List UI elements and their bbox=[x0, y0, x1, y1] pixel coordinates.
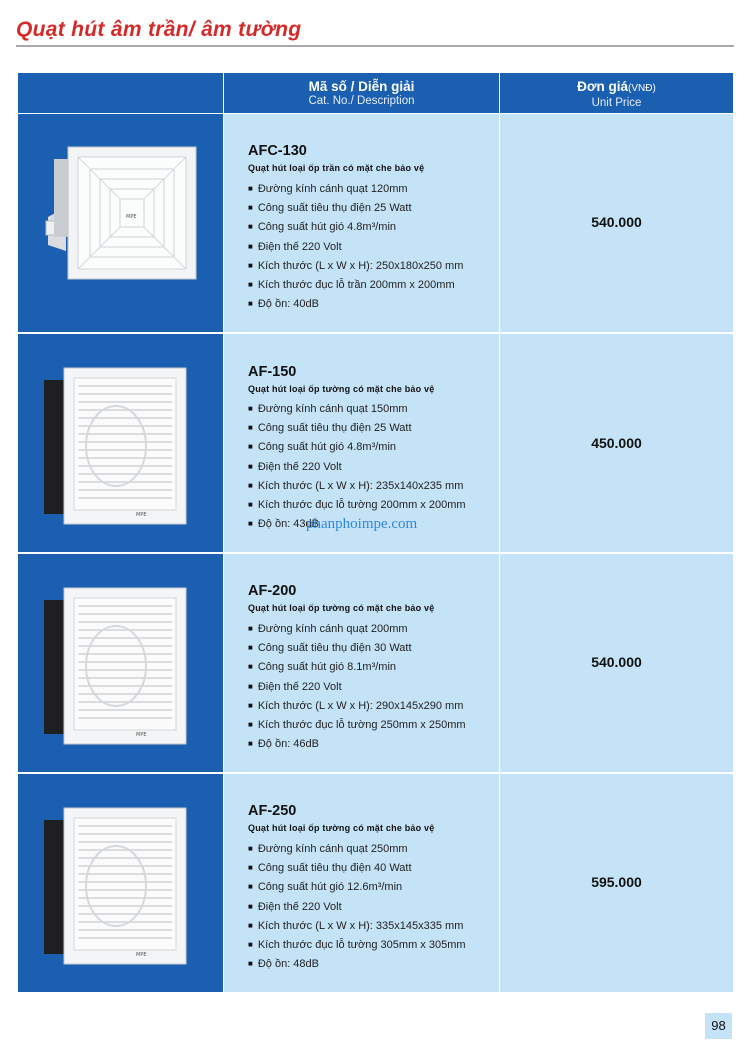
svg-text:MPE: MPE bbox=[136, 512, 147, 518]
spec-item: ■ Công suất hút gió 4.8m³/min bbox=[248, 438, 466, 457]
product-subtitle: Quạt hút loại ốp tường có mặt che bảo vệ bbox=[248, 603, 435, 613]
product-subtitle: Quạt hút loại ốp tường có mặt che bảo vệ bbox=[248, 384, 435, 394]
spec-item: ■ Kích thước (L x W x H): 250x180x250 mm bbox=[248, 257, 463, 276]
svg-text:MPE: MPE bbox=[126, 214, 137, 220]
header-price bbox=[500, 73, 733, 113]
product-price: 595.000 bbox=[591, 874, 642, 890]
spec-item: ■ Kích thước đục lỗ tường 305mm x 305mm bbox=[248, 936, 466, 955]
spec-item: ■ Công suất hút gió 8.1m³/min bbox=[248, 658, 466, 677]
product-image-cell bbox=[18, 774, 223, 992]
spec-list bbox=[248, 180, 463, 314]
header-price-vi: Đơn giá bbox=[577, 79, 629, 94]
spec-item: ■ Công suất tiêu thụ điện 40 Watt bbox=[248, 859, 466, 878]
spec-list bbox=[248, 400, 466, 534]
product-price: 450.000 bbox=[591, 435, 642, 451]
spec-item: ■ Đường kính cánh quạt 200mm bbox=[248, 620, 466, 639]
spec-item: ■ Độ ồn: 40dB bbox=[248, 295, 463, 314]
product-price: 540.000 bbox=[591, 654, 642, 670]
product-price-cell bbox=[500, 554, 733, 772]
product-code: AF-250 bbox=[248, 803, 297, 819]
spec-item: ■ Kích thước đục lỗ trần 200mm x 200mm bbox=[248, 276, 463, 295]
product-row bbox=[18, 554, 733, 772]
spec-item: ■ Điện thế 220 Volt bbox=[248, 238, 463, 257]
header-image-cell bbox=[18, 73, 223, 113]
svg-text:MPE: MPE bbox=[136, 732, 147, 738]
spec-item: ■ Đường kính cánh quạt 250mm bbox=[248, 840, 466, 859]
spec-item: ■ Kích thước (L x W x H): 335x145x335 mm bbox=[248, 917, 466, 936]
header-desc-vi: Mã số / Diễn giải bbox=[308, 79, 415, 94]
spec-item: ■ Độ ồn: 43dB bbox=[248, 515, 466, 534]
spec-item: ■ Đường kính cánh quạt 120mm bbox=[248, 180, 463, 199]
page-number: 98 bbox=[705, 1013, 732, 1039]
product-row bbox=[18, 774, 733, 992]
page-title: Quạt hút âm trần/ âm tường bbox=[16, 18, 302, 41]
spec-item: ■ Kích thước (L x W x H): 290x145x290 mm bbox=[248, 697, 466, 716]
wall-fan-icon bbox=[40, 804, 190, 968]
product-price-cell bbox=[500, 114, 733, 332]
product-code: AF-150 bbox=[248, 364, 297, 380]
header-description bbox=[224, 73, 499, 113]
product-price-cell bbox=[500, 334, 733, 552]
wall-fan-icon bbox=[40, 584, 190, 748]
product-price: 540.000 bbox=[591, 214, 642, 230]
wall-fan-icon bbox=[40, 364, 190, 528]
product-code: AFC-130 bbox=[248, 143, 307, 159]
spec-item: ■ Độ ồn: 48dB bbox=[248, 955, 466, 974]
product-subtitle: Quạt hút loại ốp tường có mặt che bảo vệ bbox=[248, 823, 435, 833]
ceiling-fan-icon bbox=[42, 141, 210, 306]
product-price-cell bbox=[500, 774, 733, 992]
title-divider bbox=[16, 45, 734, 47]
spec-item: ■ Công suất tiêu thụ điện 25 Watt bbox=[248, 199, 463, 218]
spec-item: ■ Kích thước đục lỗ tường 250mm x 250mm bbox=[248, 716, 466, 735]
spec-item: ■ Kích thước đục lỗ tường 200mm x 200mm bbox=[248, 496, 466, 515]
spec-item: ■ Công suất tiêu thụ điện 25 Watt bbox=[248, 419, 466, 438]
spec-item: ■ Công suất tiêu thụ điện 30 Watt bbox=[248, 639, 466, 658]
product-description-cell bbox=[224, 774, 499, 992]
spec-item: ■ Đường kính cánh quạt 150mm bbox=[248, 400, 466, 419]
product-row bbox=[18, 114, 733, 332]
spec-item: ■ Điện thế 220 Volt bbox=[248, 458, 466, 477]
spec-item: ■ Công suất hút gió 4.8m³/min bbox=[248, 218, 463, 237]
product-subtitle: Quạt hút loại ốp trần có mặt che bảo vệ bbox=[248, 163, 425, 173]
spec-item: ■ Độ ồn: 46dB bbox=[248, 735, 466, 754]
product-code: AF-200 bbox=[248, 583, 297, 599]
product-description-cell bbox=[224, 114, 499, 332]
spec-item: ■ Điện thế 220 Volt bbox=[248, 678, 466, 697]
product-image-cell bbox=[18, 334, 223, 552]
svg-text:MPE: MPE bbox=[136, 952, 147, 958]
spec-list bbox=[248, 840, 466, 974]
spec-item: ■ Công suất hút gió 12.6m³/min bbox=[248, 878, 466, 897]
header-desc-en: Cat. No./ Description bbox=[308, 95, 415, 107]
watermark-link[interactable]: phanphoimpe.com bbox=[306, 516, 418, 532]
product-image-cell bbox=[18, 114, 223, 332]
header-price-en: Unit Price bbox=[591, 97, 642, 109]
product-description-cell bbox=[224, 554, 499, 772]
spec-item: ■ Điện thế 220 Volt bbox=[248, 898, 466, 917]
header-price-unit: (VNĐ) bbox=[628, 83, 656, 94]
spec-list bbox=[248, 620, 466, 754]
spec-item: ■ Kích thước (L x W x H): 235x140x235 mm bbox=[248, 477, 466, 496]
product-image-cell bbox=[18, 554, 223, 772]
